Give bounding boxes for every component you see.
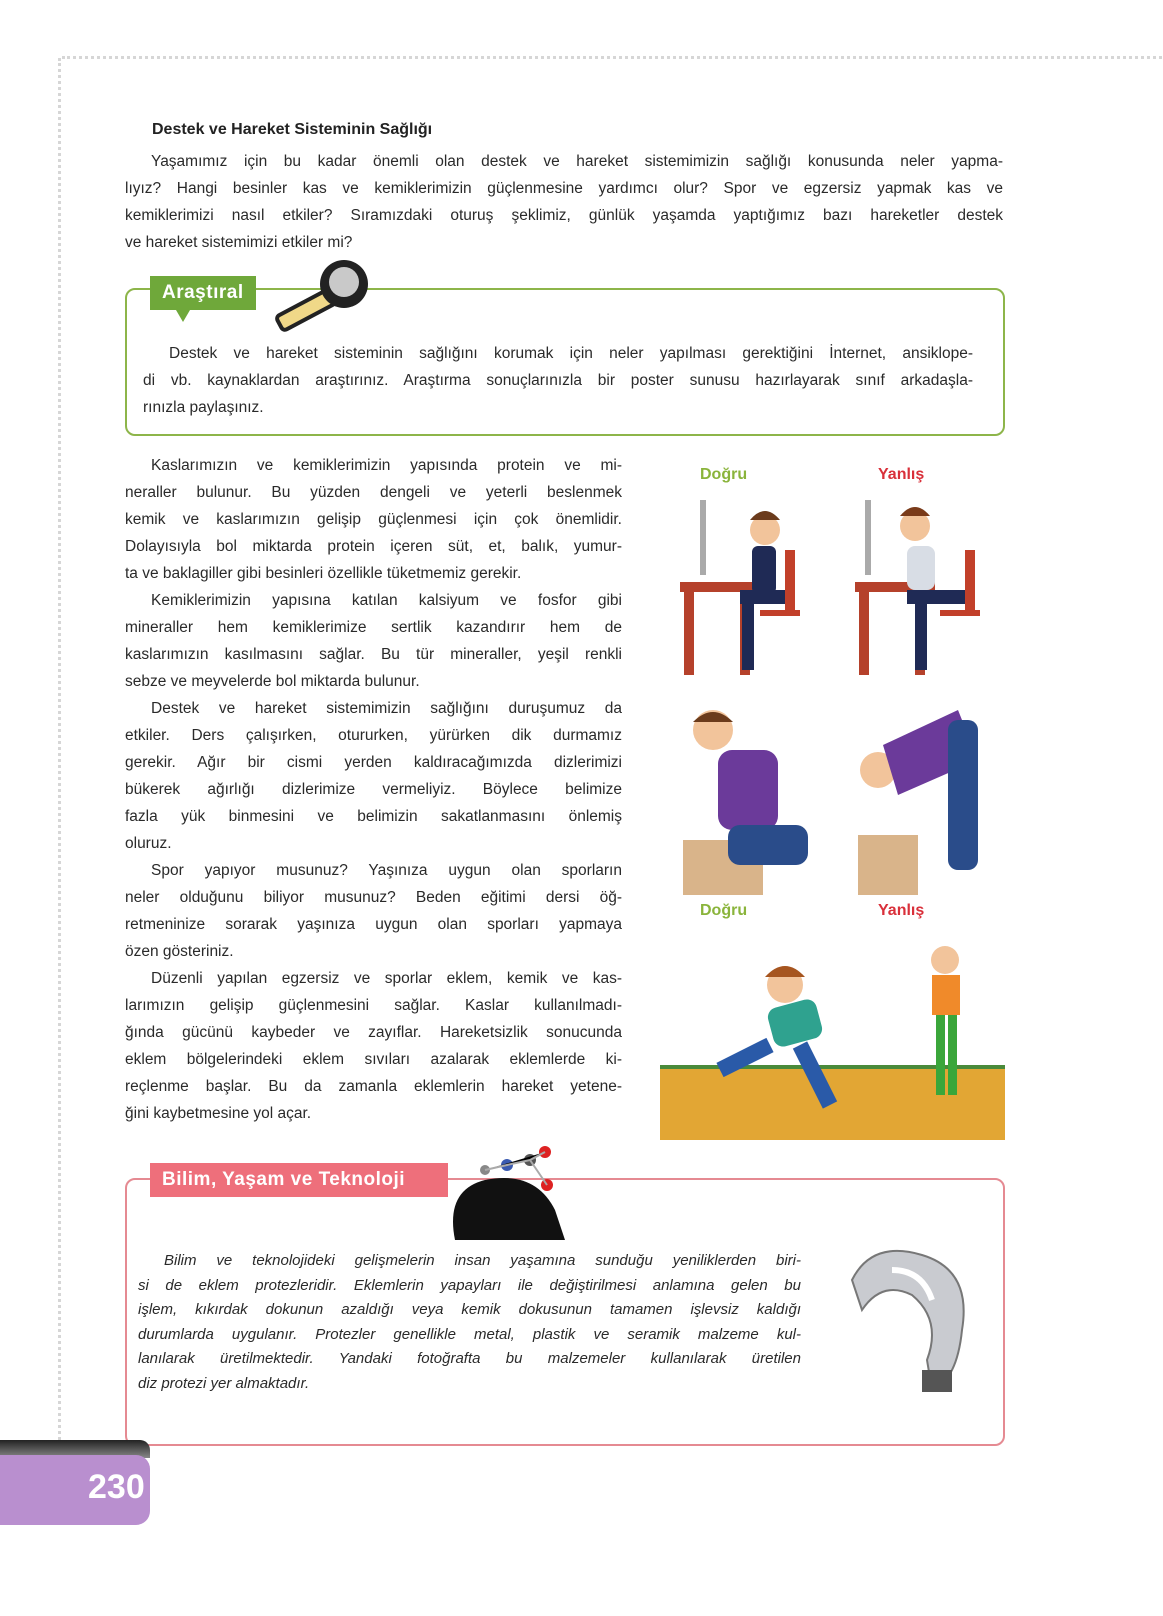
- text-line: işlem, kıkırdak dokunun azaldığı veya kemik dokusunun tamamen işlevsiz kaldığı: [138, 1301, 801, 1318]
- text-line: ğini kaybetmesine yol açar.: [125, 1105, 312, 1122]
- body-paragraph: [125, 965, 622, 1127]
- body-paragraph: [125, 587, 622, 695]
- page-border-top: [62, 56, 1162, 59]
- text-line: kemiklerimizi nasıl etkiler? Sıramızdaki oturuş şeklimiz, günlük yaşamda yaptığımız bazı hareketler destek: [125, 207, 1003, 224]
- text-line: Düzenli yapılan egzersiz ve sporlar eklem, kemik ve kas-: [151, 970, 622, 987]
- text-line: eklem bölgelerindeki eklem sıvıları azalarak eklemlerde ki-: [125, 1051, 622, 1068]
- text-line: di vb. kaynaklardan araştırınız. Araştırma sonuçlarınızla bir poster sunusu hazırlayarak sınıf arkadaşla-: [143, 372, 973, 389]
- text-line: oluruz.: [125, 835, 172, 852]
- text-line: ve hareket sistemimizi etkiler mi?: [125, 234, 353, 251]
- text-line: Spor yapıyor musunuz? Yaşınıza uygun olan sporların: [151, 862, 622, 879]
- body-paragraph: [125, 695, 622, 857]
- text-line: lıyız? Hangi besinler kas ve kemiklerimizin güçlenmesine yardımcı olur? Spor ve egzersiz yapmak kas ve: [125, 180, 1003, 197]
- text-line: Bilim ve teknolojideki gelişmelerin insan yaşamına sunduğu yeniliklerden biri-: [164, 1252, 801, 1269]
- text-line: Kaslarımızın ve kemiklerimizin yapısında protein ve mi-: [151, 457, 622, 474]
- page-border-left: [58, 58, 61, 1458]
- text-line: Yaşamımız için bu kadar önemli olan destek ve hareket sistemimizin sağlığı konusunda neler yapma-: [151, 153, 1003, 170]
- science-life-technology-tag: Bilim, Yaşam ve Teknoloji: [150, 1163, 448, 1197]
- lifting-correct-caption: Doğru: [700, 902, 748, 919]
- text-line: etkiler. Ders çalışırken, otururken, yürürken dik durmamız: [125, 727, 622, 744]
- molecule-head-icon: [445, 1140, 570, 1245]
- research-tag: Araştıral: [150, 276, 256, 310]
- section-title: Destek ve Hareket Sisteminin Sağlığı: [152, 121, 433, 138]
- text-line: si de eklem protezleridir. Eklemlerin yapayları ile değiştirilmesi anlamına gelen bu: [138, 1276, 801, 1294]
- intro-paragraph: [125, 148, 1003, 256]
- text-line: Destek ve hareket sistemimizin sağlığını duruşumuz da: [151, 700, 622, 717]
- body-paragraph: [125, 452, 622, 587]
- text-line: fazla yük binmesini ve belimizin sakatlanmasını önlemiş: [125, 808, 622, 825]
- running-children-illustration: [660, 945, 1005, 1140]
- sitting-wrong-caption: Yanlış: [878, 466, 925, 483]
- knee-prosthesis-photo: [832, 1240, 982, 1400]
- text-line: neraller bulunur. Bu yüzden dengeli ve yeterli beslenmek: [125, 484, 622, 501]
- text-line: Kemiklerimizin yapısına katılan kalsiyum ve fosfor gibi: [151, 592, 622, 609]
- page-number: 230: [88, 1468, 145, 1506]
- sitting-posture-illustration: [670, 490, 1000, 685]
- text-line: kemik ve kaslarımızın gelişip güçlenmesi için çok önemlidir.: [125, 511, 622, 528]
- lifting-posture-illustration: [668, 700, 1003, 900]
- text-line: ta ve baklagiller gibi besinleri özellikle tüketmemiz gerekir.: [125, 565, 522, 582]
- text-line: gerekir. Ağır bir cismi yerden kaldıracağımızda dizlerimizi: [125, 754, 622, 771]
- research-text: [143, 340, 973, 421]
- text-line: mineraller hem kemiklerimize sertlik kazandırır hem de: [125, 619, 622, 636]
- body-paragraph: [125, 857, 622, 965]
- text-line: reçlenme başlar. Bu da zamanla eklemlerin hareket yetene-: [125, 1078, 622, 1095]
- text-line: bükerek ağırlığı dizlerimize vermeliyiz. Böylece belimize: [125, 781, 622, 798]
- text-line: diz protezi yer almaktadır.: [138, 1374, 310, 1392]
- text-line: sebze ve meyvelerde bol miktarda bulunur.: [125, 673, 420, 690]
- text-line: larımızın gelişip güçlenmesini sağlar. Kaslar kullanılmadı-: [125, 997, 622, 1014]
- body-text: [125, 452, 622, 1127]
- text-line: retmeninize sorarak yaşınıza uygun olan sporları yapmaya: [125, 916, 622, 933]
- text-line: rınızla paylaşınız.: [143, 399, 264, 416]
- lifting-wrong-caption: Yanlış: [878, 902, 925, 919]
- text-line: özen gösteriniz.: [125, 943, 234, 960]
- text-line: lanılarak üretilmektedir. Yandaki fotoğrafta bu malzemeler kullanılarak üretilen: [138, 1350, 801, 1367]
- magnifier-icon: [268, 258, 383, 338]
- text-line: neler olduğunu biliyor musunuz? Beden eğitimi dersi öğ-: [125, 889, 622, 906]
- text-line: kaslarımızın kasılmasını sağlar. Bu tür mineraller, yeşil renkli: [125, 646, 622, 663]
- text-line: ğında gücünü kaybeder ve zayıflar. Hareketsizlik sonucunda: [125, 1024, 622, 1041]
- text-line: durumlarda uygulanır. Protezler genellikle metal, plastik ve seramik malzeme kul-: [138, 1325, 801, 1343]
- text-line: Dolayısıyla bol miktarda protein içeren süt, et, balık, yumur-: [125, 538, 622, 555]
- science-life-technology-text: [138, 1249, 801, 1396]
- sitting-correct-caption: Doğru: [700, 466, 748, 483]
- text-line: Destek ve hareket sisteminin sağlığını korumak için neler yapılması gerektiğini İnternet, ansiklope-: [169, 345, 973, 362]
